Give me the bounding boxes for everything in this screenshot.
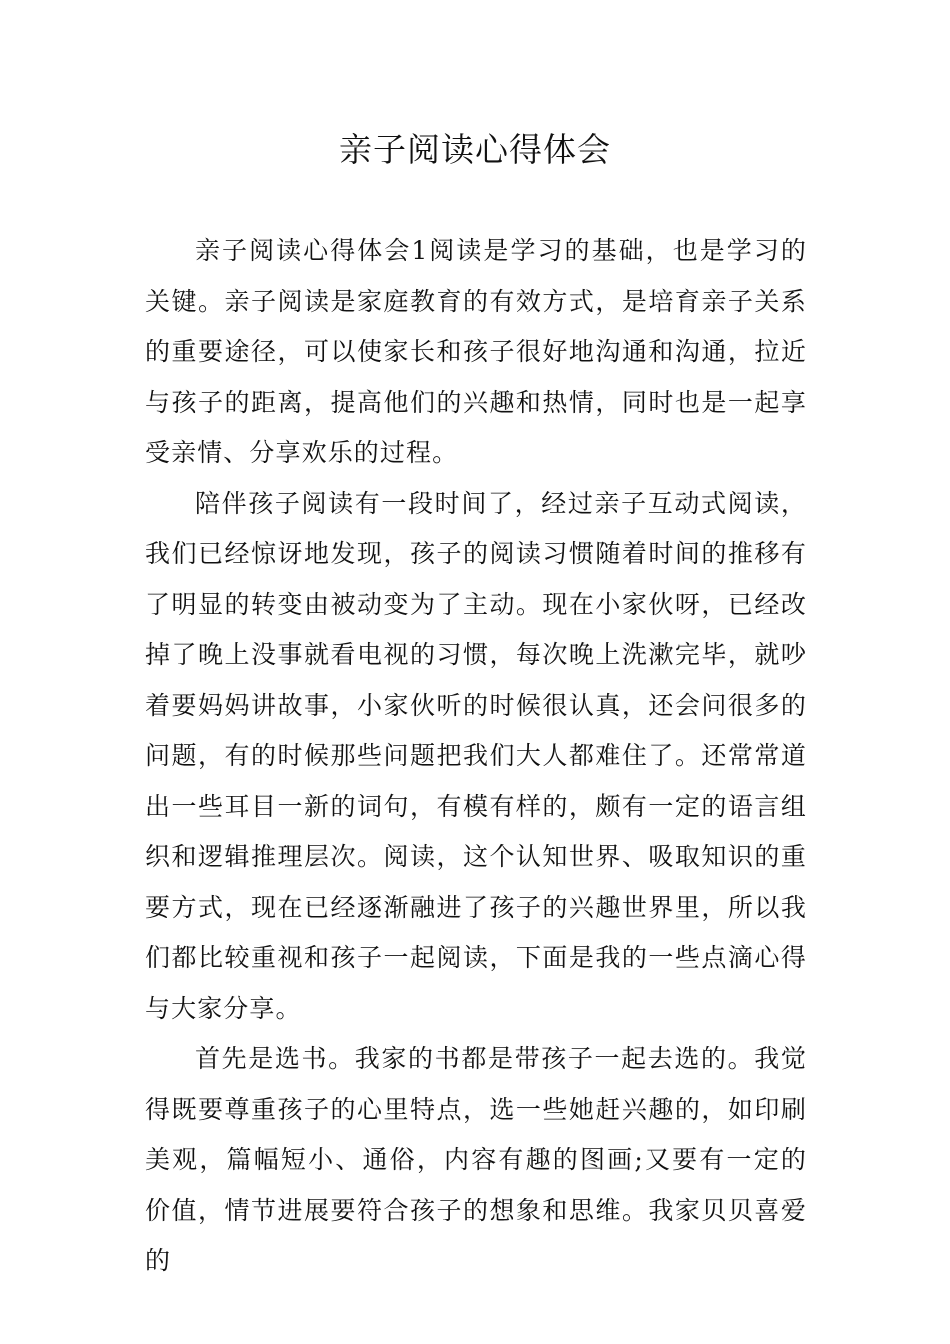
page-title: 亲子阅读心得体会 (339, 130, 611, 169)
paragraph-2: 陪伴孩子阅读有一段时间了，经过亲子互动式阅读，我们已经惊讶地发现，孩子的阅读习惯随着时间的推移有了明显的转变由被动变为了主动。现在小家伙呀，已经改掉了晚上没事就看电视的习惯，每次晚上洗漱完毕，就吵着要妈妈讲故事，小家伙听的时候很认真，还会问很多的问题，有的时候那些问题把我们大人都难住了。还常常道出一些耳目一新的词句，有模有样的，颇有一定的语言组织和逻辑推理层次。阅读，这个认知世界、吸取知识的重要方式，现在已经逐渐融进了孩子的兴趣世界里，所以我们都比较重视和孩子一起阅读，下面是我的一些点滴心得与大家分享。 (145, 488, 807, 1023)
document-body (145, 226, 807, 1287)
paragraph-1: 亲子阅读心得体会1阅读是学习的基础，也是学习的关键。亲子阅读是家庭教育的有效方式，是培育亲子关系的重要途径，可以使家长和孩子很好地沟通和沟通，拉近与孩子的距离，提高他们的兴趣和热情，同时也是一起享受亲情、分享欢乐的过程。 (145, 236, 807, 467)
paragraph-3: 首先是选书。我家的书都是带孩子一起去选的。我觉得既要尊重孩子的心里特点，选一些她赶兴趣的，如印刷美观，篇幅短小、通俗，内容有趣的图画;又要有一定的价值，情节进展要符合孩子的想象和思维。我家贝贝喜爱的 (145, 1044, 807, 1275)
